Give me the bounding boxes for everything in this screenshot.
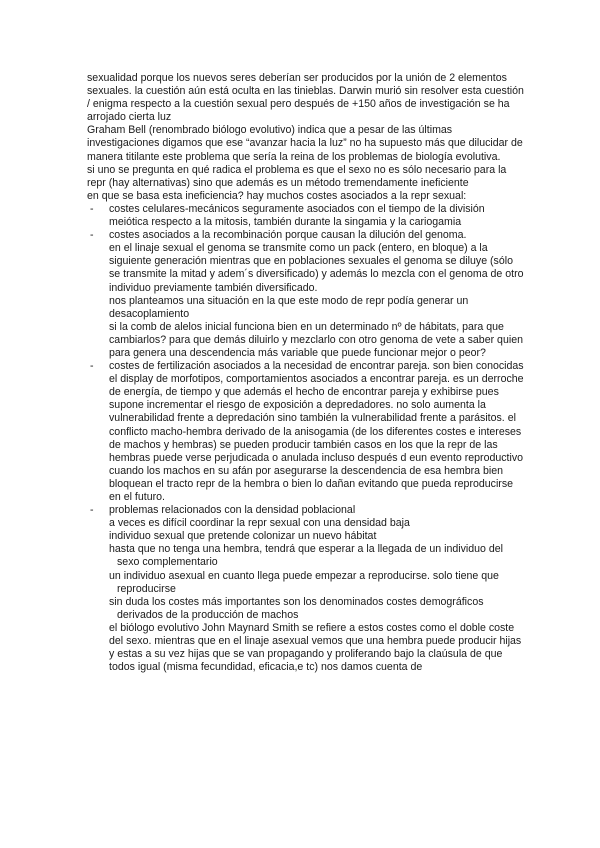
list-item-text: el biólogo evolutivo John Maynard Smith se refiere a estos costes como el doble coste del sexo. mientras que en el linaje asexual vemos que una hembra puede producir hijas y estas a su vez hijas que se van propagando y proliferando bajo la claúsula de que todos igual (misma fecundidad, eficacia,e tc) nos damos cuenta de — [109, 621, 522, 674]
list-item-text: costes celulares-mecánicos seguramente asociados con el tiempo de la división meiótica respecto a la mitosis, también durante la singamia y la cariogamia — [109, 202, 485, 229]
list-item-cellular-costs — [87, 203, 527, 229]
list-item-text: costes de fertilización asociados a la necesidad de encontrar pareja. son bien conocidas el display de morfotipos, comportamientos asociados a encontrar pareja. es un derroche de energía, de tiempo y que además el hecho de encontrar pareja y exhibirse pues supone incrementar el riesgo de exposición a depredadores. no solo aumenta la vulnerabilidad frente a depredación sino también la vulnerabilidad frente a parásitos. el conflicto macho-hembra derivado de la anisogamia (de los diferentes costes e intereses de machos y hembras) se pueden producir también casos en los que la repr de las hembras puede verse perjudicada o anulada incluso después d eun evento reproductivo cuando los machos en su afán por asegurarse la descendencia de esa hembra bien bloquean el tracto repr de la hembra o bien lo dañan evitando que pueda reproducirse en el futuro. — [109, 360, 524, 503]
list-item-text: problemas relacionados con la densidad poblacional — [109, 504, 356, 517]
bullet-dash: - — [90, 202, 94, 215]
paragraph-intro-1: sexualidad porque los nuevos seres deberían ser producidos por la unión de 2 elementos sexuales. la cuestión aún está oculta en las tinieblas. Darwin murió sin resolver esta cuestión / enigma respecto a la cuestión sexual pero después de +150 años de investigación se ha arrojado cierta luz — [87, 72, 524, 124]
list-item-text: costes asociados a la recombinación porque causan la dilución del genoma. — [109, 229, 467, 242]
list-item-text: nos planteamos una situación en la que este modo de repr podía generar un desacoplamiento — [109, 294, 469, 320]
list-item-text: en el linaje sexual el genoma se transmite como un pack (entero, en bloque) a la siguiente generación mientras que en poblaciones sexuales el genoma se diluye (sólo se transmite la mitad y adem´s diversificado) y además lo mezcla con el genoma de otro individuo previamente también diversificado. — [109, 242, 524, 294]
document-body — [87, 72, 527, 674]
paragraph-problem: si uno se pregunta en qué radica el problema es que el sexo no es sólo necesario para la repr (hay alternativas) sino que además es un método tremendamente ineficiente — [87, 163, 507, 189]
list-item-density-problems — [87, 504, 527, 674]
list-item-text: un individuo asexual en cuanto llega puede empezar a reproducirse. solo tiene que reproducirse — [109, 569, 499, 595]
bullet-dash: - — [90, 504, 94, 517]
list-item-text: hasta que no tenga una hembra, tendrá que esperar a la llegada de un individuo del sexo complementario — [109, 543, 504, 569]
paragraph-inefficiency-question: en que se basa esta ineficiencia? hay muchos costes asociados a la repr sexual: — [87, 189, 467, 202]
paragraph-graham-bell: Graham Bell (renombrado biólogo evolutivo) indica que a pesar de las últimas investigaciones digamos que ese “avanzar hacia la luz” no ha supuesto más que dilucidar de manera titilante este problema que sería la reina de los problemas de biología evolutiva. — [87, 124, 523, 163]
list-item-text: sin duda los costes más importantes son los denominados costes demográficos derivados de la producción de machos — [109, 595, 484, 621]
list-item-text: individuo sexual que pretende colonizar un nuevo hábitat — [109, 530, 377, 543]
bullet-dash: - — [90, 360, 94, 373]
list-item-recombination-costs — [87, 229, 527, 360]
list-item-text: a veces es difícil coordinar la repr sexual con una densidad baja — [109, 517, 410, 530]
bullet-dash: - — [90, 229, 94, 242]
list-item-text: si la comb de alelos inicial funciona bien en un determinado nº de hábitats, para que cambiarlos? para que demás diluirlo y mezclarlo con otro genoma de vete a saber quien para genera una descendencia más variable que puede funcionar mejor o peor? — [109, 320, 523, 359]
list-item-fertilization-costs — [87, 360, 527, 504]
costs-list — [87, 203, 527, 674]
